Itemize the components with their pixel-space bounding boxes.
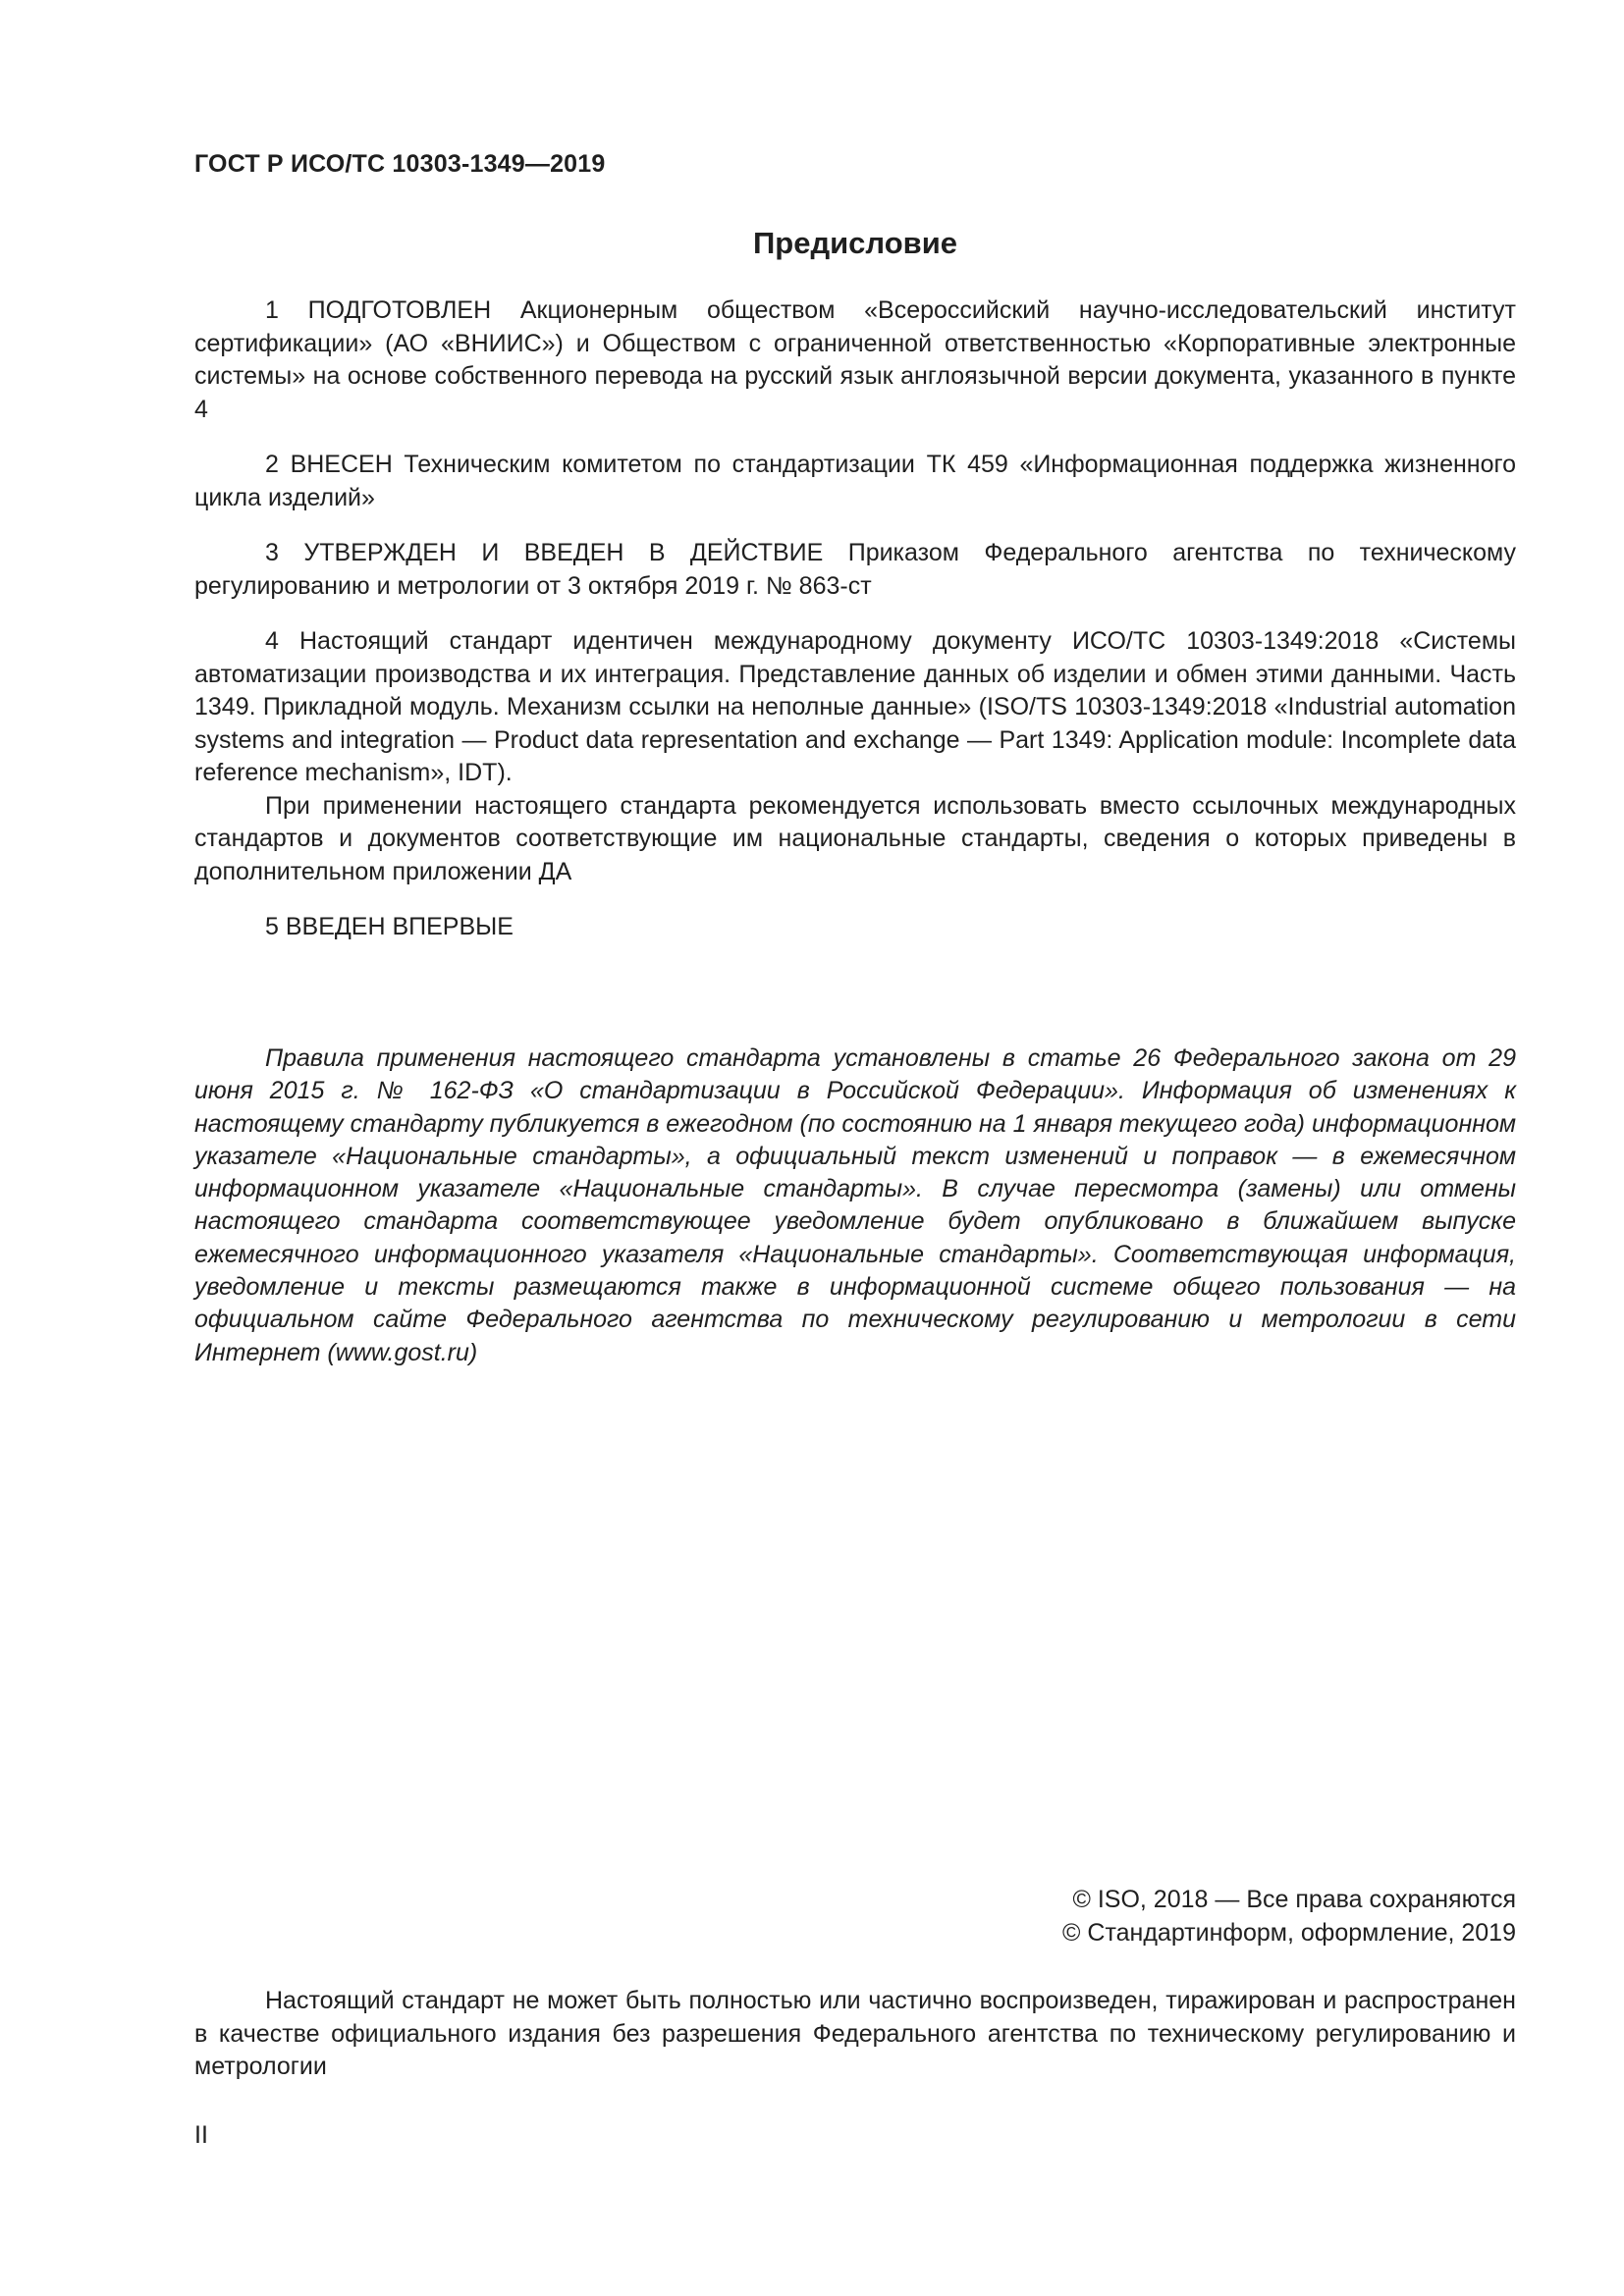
document-code-header: ГОСТ Р ИСО/ТС 10303-1349—2019 [194, 150, 606, 178]
foreword-item-3: 3 УТВЕРЖДЕН И ВВЕДЕН В ДЕЙСТВИЕ Приказом Федерального агентства по техническому регулированию и метрологии от 3 октября 2019 г. № 863-ст [194, 539, 1516, 600]
foreword-item-4: 4 Настоящий стандарт идентичен международному документу ИСО/ТС 10303-1349:2018 «Системы автоматизации производства и их интеграция. Представление данных об изделии и обмен этими данными. Часть 1349. Прикладной модуль. Механизм ссылки на неполные данные» (ISO/TS 10303-1349:2018 «Industrial automation systems and integration — Product data representation and exchange — Part 1349: Application module: Incomplete data reference mechanism», IDT). [194, 627, 1516, 786]
section-title: Предисловие [752, 226, 957, 260]
foreword-item-4-note: При применении настоящего стандарта рекомендуется использовать вместо ссылочных международных стандартов и документов соответствующие им национальные стандарты, сведения о которых приведены в дополнительном приложении ДА [194, 791, 1516, 885]
foreword-content [194, 294, 1516, 967]
publisher-copyright: © Стандартинформ, оформление, 2019 [1062, 1919, 1516, 1947]
foreword-item-1: 1 ПОДГОТОВЛЕН Акционерным обществом «Всероссийский научно-исследовательский институт сертификации» (АО «ВНИИС») и Обществом с ограниченной ответственностью «Корпоративные электронные системы» на основе собственного перевода на русский язык англоязычной версии документа, указанного в пункте 4 [194, 296, 1516, 423]
reproduction-notice: Настоящий стандарт не может быть полностью или частично воспроизведен, тиражирован и распространен в качестве официального издания без разрешения Федерального агентства по техническому регулированию и метрологии [194, 1987, 1516, 2080]
foreword-item-2: 2 ВНЕСЕН Техническим комитетом по стандартизации ТК 459 «Информационная поддержка жизненного цикла изделий» [194, 451, 1516, 511]
foreword-item-5: 5 ВВЕДЕН ВПЕРВЫЕ [265, 913, 514, 940]
iso-copyright: © ISO, 2018 — Все права сохраняются [1072, 1886, 1516, 1913]
page-number: II [194, 2121, 208, 2149]
application-rules-notice: Правила применения настоящего стандарта установлены в статье 26 Федерального закона от 29 июня 2015 г. № 162-ФЗ «О стандартизации в Российской Федерации». Информация об изменениях к настоящему стандарту публикуется в ежегодном (по состоянию на 1 января текущего года) информационном указателе «Национальные стандарты», а официальный текст изменений и поправок — в ежемесячном информационном указателе «Национальные стандарты». В случае пересмотра (замены) или отмены настоящего стандарта соответствующее уведомление будет опубликовано в ближайшем выпуске ежемесячного информационного указателя «Национальные стандарты». Соответствующая информация, уведомление и тексты размещаются также в информационной системе общего пользования — на официальном сайте Федерального агентства по техническому регулированию и метрологии в сети Интернет (www.gost.ru) [194, 1044, 1517, 1366]
copyright-block [1062, 1883, 1516, 1949]
